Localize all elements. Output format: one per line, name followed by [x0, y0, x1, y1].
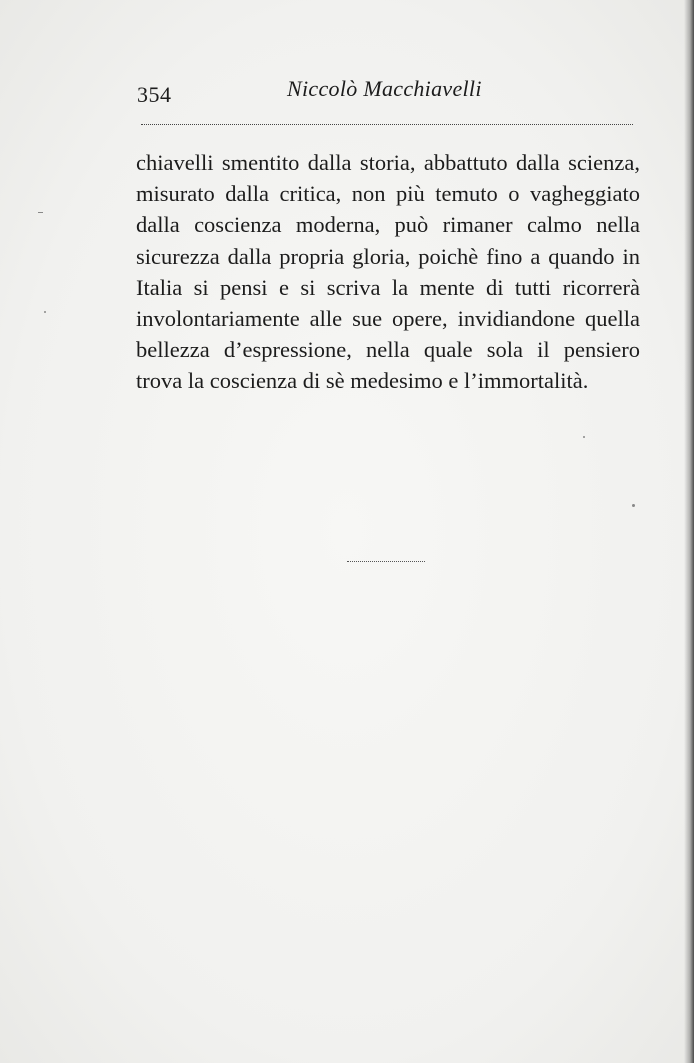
page-edge-shadow — [684, 0, 694, 1063]
paper-speck — [44, 311, 46, 313]
page-number: 354 — [137, 82, 172, 107]
paper-speck — [583, 436, 585, 438]
running-header — [137, 72, 637, 106]
header-dotted-rule — [141, 124, 633, 125]
paper-speck — [632, 504, 635, 507]
paper-speck — [38, 212, 43, 213]
end-dotted-rule — [347, 561, 425, 562]
body-text — [136, 147, 640, 397]
paragraph: chiavelli smentito dalla storia, abbattuto dalla scienza, misurato dalla critica, non più temuto o vagheggiato dalla coscienza moderna, può rimaner calmo nella sicurezza dalla propria gloria, poichè fino a quando in Italia si pensi e si scriva la mente di tutti ricorrerà involontariamente alle sue opere, invidiandone quella bellezza d’espressione, nella quale sola il pensiero trova la coscienza di sè medesimo e l’immortalità. — [136, 150, 640, 394]
running-title: Niccolò Macchiavelli — [287, 76, 482, 101]
